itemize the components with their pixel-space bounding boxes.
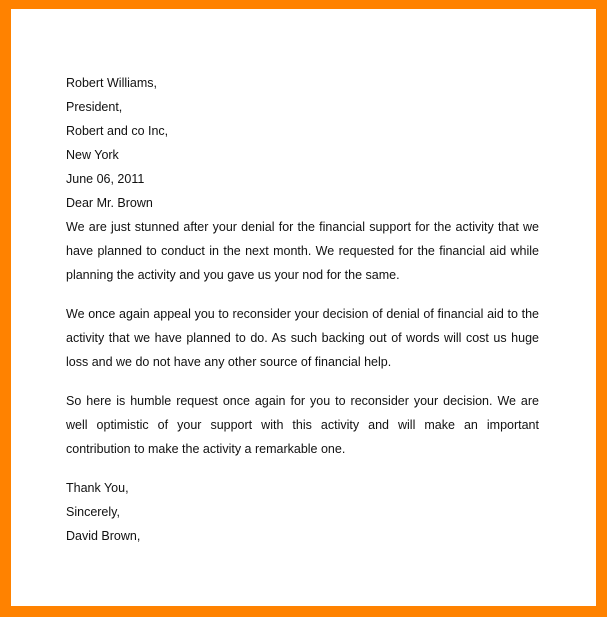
closing-thank-you: Thank You, — [66, 481, 129, 495]
recipient-company: Robert and co Inc, — [66, 124, 169, 138]
salutation: Dear Mr. Brown — [66, 196, 153, 210]
body-paragraph-3: So here is humble request once again for you to reconsider your decision. We are well optimistic of your support with this activity and will make an important contribution to make the activity a remarkable one. — [66, 394, 539, 456]
recipient-name: Robert Williams, — [66, 76, 157, 90]
letter-body — [66, 71, 539, 548]
body-paragraph-2: We once again appeal you to reconsider your decision of denial of financial aid to the activity that we have planned to do. As such backing out of words will cost us huge loss and we do not have any other source of financial help. — [66, 307, 539, 369]
closing-sincerely: Sincerely, — [66, 505, 120, 519]
recipient-title: President, — [66, 100, 123, 114]
body-paragraph-1: We are just stunned after your denial for the financial support for the activity that we have planned to conduct in the next month. We requested for the financial aid while planning the activity and you gave us your nod for the same. — [66, 220, 539, 282]
signer-name: David Brown, — [66, 529, 141, 543]
letter-date: June 06, 2011 — [66, 172, 145, 186]
recipient-city: New York — [66, 148, 119, 162]
